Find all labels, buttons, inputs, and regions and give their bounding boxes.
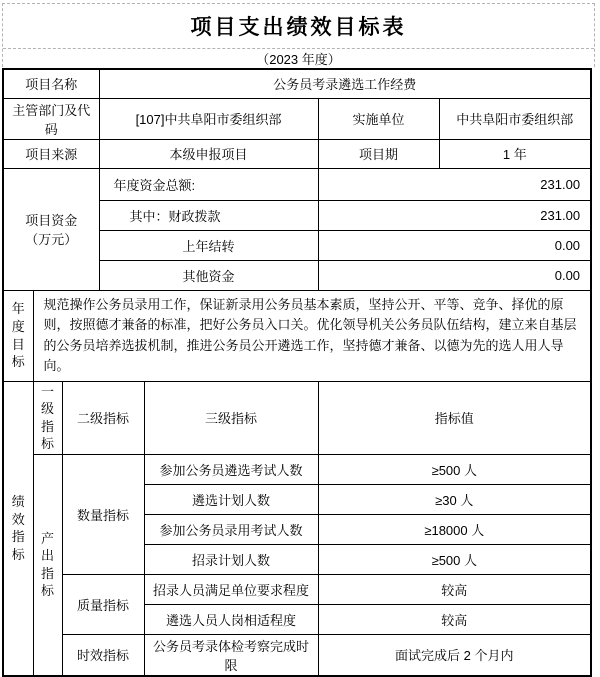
header-level1-text: 一级指标 <box>41 383 55 452</box>
title-block <box>2 3 595 67</box>
impl-unit-label: 实施单位 <box>318 98 439 139</box>
period-value: 1 年 <box>439 139 591 168</box>
project-name-label: 项目名称 <box>3 69 99 98</box>
project-name-value: 公务员考录遴选工作经费 <box>99 69 591 98</box>
funds-fiscal-value: 231.00 <box>318 200 591 230</box>
source-label: 项目来源 <box>3 139 99 168</box>
table-row <box>3 69 591 98</box>
funds-carryover-label: 上年结转 <box>99 230 318 260</box>
header-level2: 二级指标 <box>62 381 144 454</box>
header-value: 指标值 <box>318 381 591 454</box>
table-row <box>3 168 591 200</box>
funds-total-value: 231.00 <box>318 168 591 200</box>
table-row <box>3 634 591 676</box>
indicator-value: ≥500 人 <box>318 454 591 484</box>
table-row <box>3 381 591 454</box>
annual-goal-text: 规范操作公务员录用工作，保证新录用公务员基本素质，坚持公开、平等、竞争、择优的原则，按照德才兼备的标准，把好公务员入口关。优化领导机关公务员队伍结构，建立来自基层的公务员培养选拔机制，推进公务员公开遴选工作，坚持德才兼备、以德为先的选人用人导向。 <box>33 290 591 381</box>
group-timeliness-label: 时效指标 <box>62 634 144 676</box>
indicator-name: 参加公务员遴选考试人数 <box>144 454 318 484</box>
indicator-value: ≥30 人 <box>318 484 591 514</box>
indicator-name: 遴选计划人数 <box>144 484 318 514</box>
table-row <box>3 139 591 168</box>
group-quantity-label: 数量指标 <box>62 454 144 574</box>
table-row <box>3 454 591 484</box>
funds-fiscal-label: 其中：财政拨款 <box>99 200 318 230</box>
funds-label-line2: （万元） <box>25 232 78 247</box>
indicator-value: 面试完成后 2 个月内 <box>318 634 591 676</box>
funds-other-value: 0.00 <box>318 260 591 290</box>
group-quality-label: 质量指标 <box>62 574 144 634</box>
funds-label-line1: 项目资金 <box>25 213 78 228</box>
impl-unit-value: 中共阜阳市委组织部 <box>439 98 591 139</box>
performance-target-table <box>2 68 592 677</box>
indicator-name: 招录计划人数 <box>144 544 318 574</box>
table-row <box>3 290 591 381</box>
indicator-name: 招录人员满足单位要求程度 <box>144 574 318 604</box>
indicator-name: 公务员考录体检考察完成时限 <box>144 634 318 676</box>
funds-label <box>3 168 99 290</box>
table-row <box>3 574 591 604</box>
header-level1 <box>33 381 62 454</box>
level1-output-label-text: 产出指标 <box>41 530 55 599</box>
indicator-name: 遴选人员人岗相适程度 <box>144 604 318 634</box>
indicator-value: 较高 <box>318 604 591 634</box>
indicator-value: ≥500 人 <box>318 544 591 574</box>
funds-carryover-value: 0.00 <box>318 230 591 260</box>
source-value: 本级申报项目 <box>99 139 318 168</box>
dept-label: 主管部门及代码 <box>3 98 99 139</box>
page-subtitle: （2023 年度） <box>256 52 341 67</box>
perf-section-label-text: 绩效指标 <box>11 494 25 562</box>
dept-value: [107]中共阜阳市委组织部 <box>99 98 318 139</box>
funds-total-label: 年度资金总额: <box>99 168 318 200</box>
indicator-value: 较高 <box>318 574 591 604</box>
header-level3: 三级指标 <box>144 381 318 454</box>
funds-other-label: 其他资金 <box>99 260 318 290</box>
indicator-value: ≥18000 人 <box>318 514 591 544</box>
page-title: 项目支出绩效目标表 <box>3 4 594 49</box>
annual-goal-label-text: 年度目标 <box>11 301 25 370</box>
period-label: 项目期 <box>318 139 439 168</box>
indicator-name: 参加公务员录用考试人数 <box>144 514 318 544</box>
table-row <box>3 98 591 139</box>
level1-output-label <box>33 454 62 676</box>
annual-goal-label <box>3 290 33 381</box>
perf-section-label <box>3 381 33 676</box>
